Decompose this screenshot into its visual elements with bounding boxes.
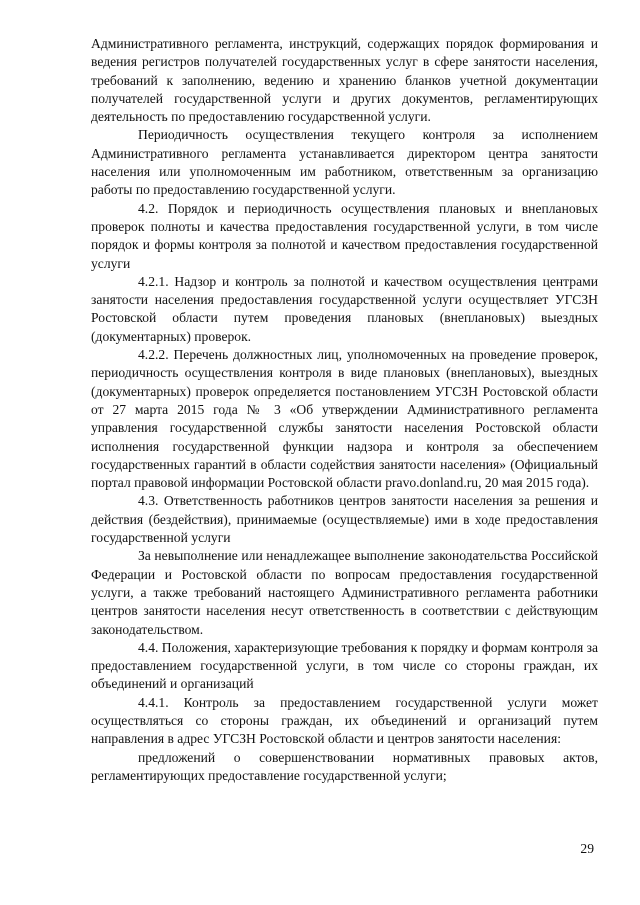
page-number: 29 <box>580 841 594 856</box>
paragraph-proposals: предложений о совершенствовании нормативных правовых актов, регламентирующих предоставление государственной услуги; <box>91 749 598 783</box>
paragraph-4-4-1: 4.4.1. Контроль за предоставлением государственной услуги может осуществляться со стороны граждан, их объединений и организаций путем направления в адрес УГСЗН Ростовской области и центров занятости населения: <box>91 694 598 747</box>
paragraph-regulation-docs: Административного регламента, инструкций, содержащих порядок формирования и ведения регистров получателей государственных услуг в сфере занятости населения, требований к заполнению, ведению и хранению бланков учетной документации получателей государственной услуги и других документов, регламентирующих деятельность по предоставлению государственной услуги. <box>91 36 598 125</box>
section-heading-4-2: 4.2. Порядок и периодичность осуществления плановых и внеплановых проверок полноты и качества предоставления государственной услуги, в том числе порядок и формы контроля за полнотой и качеством предоставления государственной услуги <box>91 200 598 271</box>
paragraph-4-2-1: 4.2.1. Надзор и контроль за полнотой и качеством осуществления центрами занятости населения предоставления государственной услуги осуществляет УГСЗН Ростовской области путем проведения плановых (внеплановых) выездных (документарных) проверок. <box>91 273 598 344</box>
section-heading-4-3: 4.3. Ответственность работников центров занятости населения за решения и действия (бездействия), принимаемые (осуществляемые) ими в ходе предоставления государственной услуги <box>91 493 598 546</box>
paragraph-4-2-2: 4.2.2. Перечень должностных лиц, уполномоченных на проведение проверок, периодичность осуществления контроля в виде плановых (внеплановых), выездных (документарных) проверок определяется постановлением УГСЗН Ростовской области от 27 марта 2015 года № 3 «Об утверждении Административного регламента управления государственной службы занятости населения Ростовской области исполнения государственной функции надзора и контроля за обеспечением государственных гарантий в области содействия занятости населения» (Официальный портал правовой информации Ростовской области pravo.donland.ru, 20 мая 2015 года). <box>91 347 598 491</box>
paragraph-control-periodicity: Периодичность осуществления текущего контроля за исполнением Административного регламента устанавливается директором центра занятости населения или уполномоченным им работником, ответственным за организацию работы по предоставлению государственной услуги. <box>91 127 598 198</box>
document-body <box>91 35 598 785</box>
section-heading-4-4: 4.4. Положения, характеризующие требования к порядку и формам контроля за предоставлением государственной услуги, в том числе со стороны граждан, их объединений и организаций <box>91 639 599 692</box>
paragraph-responsibility: За невыполнение или ненадлежащее выполнение законодательства Российской Федерации и Ростовской области по вопросам предоставления государственной услуги, а также требований настоящего Административного регламента работники центров занятости населения несут ответственность в соответствии с действующим законодательством. <box>91 548 598 637</box>
